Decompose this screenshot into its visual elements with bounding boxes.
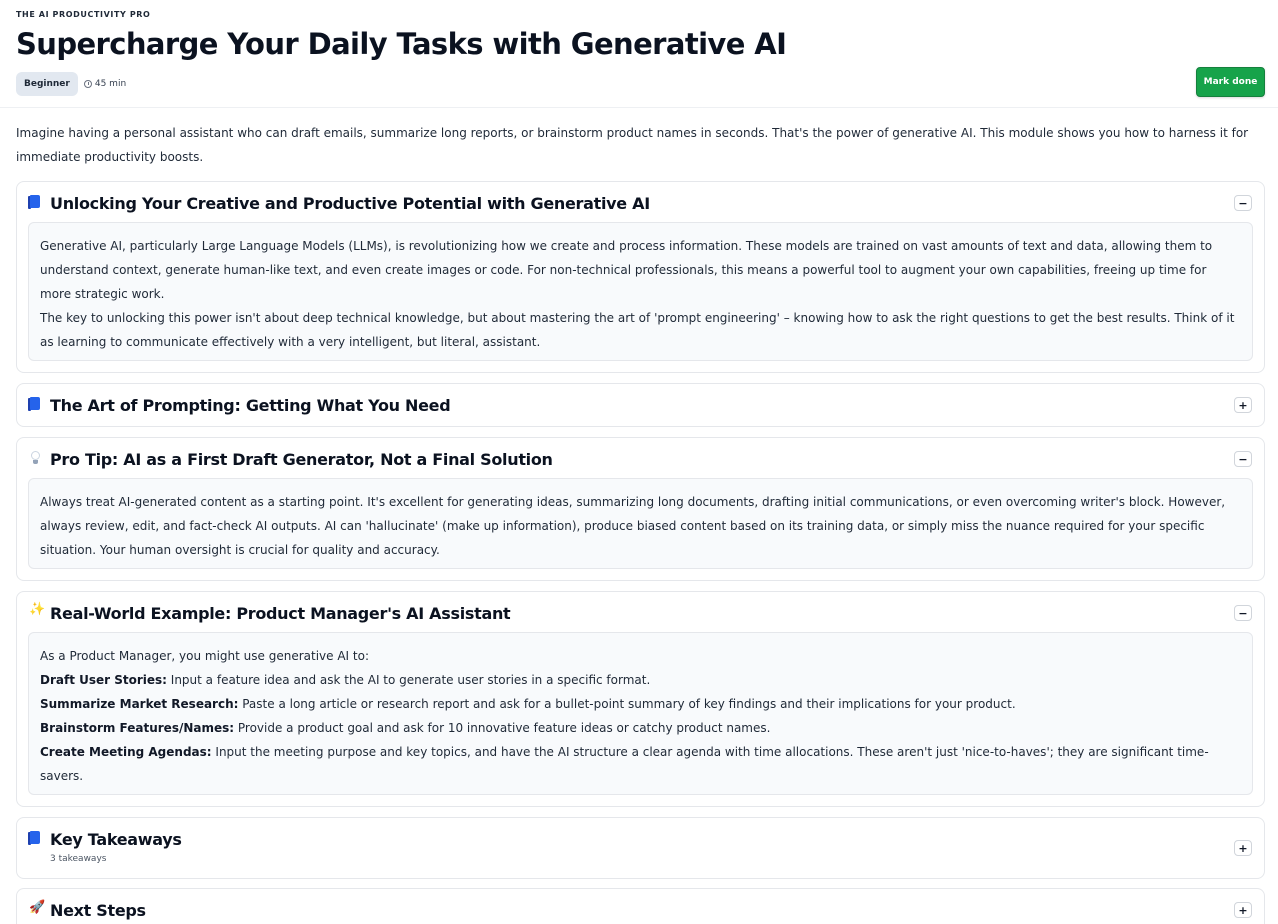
- expand-button[interactable]: +: [1234, 840, 1252, 856]
- section-content: [28, 222, 1253, 361]
- section-header[interactable]: [17, 818, 1264, 878]
- section-header[interactable]: [17, 438, 1264, 478]
- collapse-button[interactable]: −: [1234, 605, 1252, 621]
- list-item: [40, 740, 1241, 788]
- list-item: [40, 716, 1241, 740]
- duration: [84, 79, 126, 89]
- section-unlocking-potential: [16, 181, 1265, 373]
- section-title: Key Takeaways: [50, 830, 182, 849]
- list-item: [40, 668, 1241, 692]
- intro-text: Imagine having a personal assistant who can draft emails, summarize long reports, or brainstorm product names in seconds. That's the power of generative AI. This module shows you how to harness it for immediate productivity boosts.: [16, 126, 1249, 164]
- item-label: Draft User Stories:: [40, 673, 167, 687]
- course-eyebrow: THE AI PRODUCTIVITY PRO: [16, 10, 151, 19]
- section-content: [28, 632, 1253, 795]
- lightbulb-icon: [31, 451, 40, 465]
- section-next-steps: [16, 888, 1265, 924]
- item-label: Summarize Market Research:: [40, 697, 239, 711]
- paragraph: The key to unlocking this power isn't about deep technical knowledge, but about mastering the art of 'prompt engineering' – knowing how to ask the right questions to get the best results. Think of it as learning to communicate effectively with a very intelligent, but literal, assistant.: [40, 311, 1235, 349]
- section-title: Pro Tip: AI as a First Draft Generator, Not a Final Solution: [50, 450, 553, 469]
- item-text: Paste a long article or research report and ask for a bullet-point summary of key findings and their implications for your product.: [238, 697, 1016, 711]
- book-icon: [28, 831, 40, 845]
- sparkles-icon: ✨: [29, 602, 46, 617]
- expand-button[interactable]: +: [1234, 397, 1252, 413]
- level-badge: Beginner: [16, 72, 78, 96]
- item-text: Input the meeting purpose and key topics, and have the AI structure a clear agenda with time allocations. These aren't just 'nice-to-haves'; they are significant time-savers.: [40, 745, 1209, 783]
- section-art-of-prompting: [16, 383, 1265, 427]
- section-header[interactable]: [17, 384, 1264, 426]
- book-icon: [28, 195, 40, 209]
- section-key-takeaways: [16, 817, 1265, 879]
- section-header[interactable]: [17, 182, 1264, 222]
- expand-button[interactable]: +: [1234, 902, 1252, 918]
- section-title: Unlocking Your Creative and Productive Potential with Generative AI: [50, 194, 650, 213]
- list-item: [40, 692, 1241, 716]
- duration-label: 45 min: [94, 79, 127, 89]
- section-content: [28, 478, 1253, 569]
- page-title: Supercharge Your Daily Tasks with Generative AI: [16, 27, 787, 61]
- paragraph: Always treat AI-generated content as a starting point. It's excellent for generating ideas, summarizing long documents, drafting initial communications, or even overcoming writer's block. However, always review, edit, and fact-check AI outputs. AI can 'hallucinate' (make up information), produce biased content based on its training data, or simply miss the nuance required for your specific situation. Your human oversight is crucial for quality and accuracy.: [40, 495, 1226, 557]
- module-header: [0, 0, 1278, 108]
- mark-done-button[interactable]: Mark done: [1196, 67, 1265, 97]
- item-label: Brainstorm Features/Names:: [40, 721, 235, 735]
- item-text: Provide a product goal and ask for 10 innovative feature ideas or catchy product names.: [234, 721, 771, 735]
- clock-icon: [84, 80, 92, 88]
- book-icon: [28, 397, 40, 411]
- section-header[interactable]: [17, 592, 1264, 632]
- takeaway-count: 3 takeaways: [50, 854, 107, 864]
- section-pro-tip: [16, 437, 1265, 581]
- collapse-button[interactable]: −: [1234, 451, 1252, 467]
- section-real-world-example: [16, 591, 1265, 807]
- section-header[interactable]: [17, 889, 1264, 924]
- module-meta: [16, 72, 1265, 96]
- collapse-button[interactable]: −: [1234, 195, 1252, 211]
- item-label: Create Meeting Agendas:: [40, 745, 212, 759]
- section-title: The Art of Prompting: Getting What You Need: [50, 396, 451, 415]
- lead-text: As a Product Manager, you might use generative AI to:: [40, 649, 369, 663]
- paragraph: Generative AI, particularly Large Language Models (LLMs), is revolutionizing how we create and process information. These models are trained on vast amounts of text and data, allowing them to understand context, generate human-like text, and even create images or code. For non-technical professionals, this means a powerful tool to augment your own capabilities, freeing up time for more strategic work.: [40, 239, 1213, 301]
- section-title: Real-World Example: Product Manager's AI Assistant: [50, 604, 511, 623]
- section-title: Next Steps: [50, 901, 146, 920]
- item-text: Input a feature idea and ask the AI to generate user stories in a specific format.: [166, 673, 651, 687]
- rocket-icon: 🚀: [29, 900, 46, 915]
